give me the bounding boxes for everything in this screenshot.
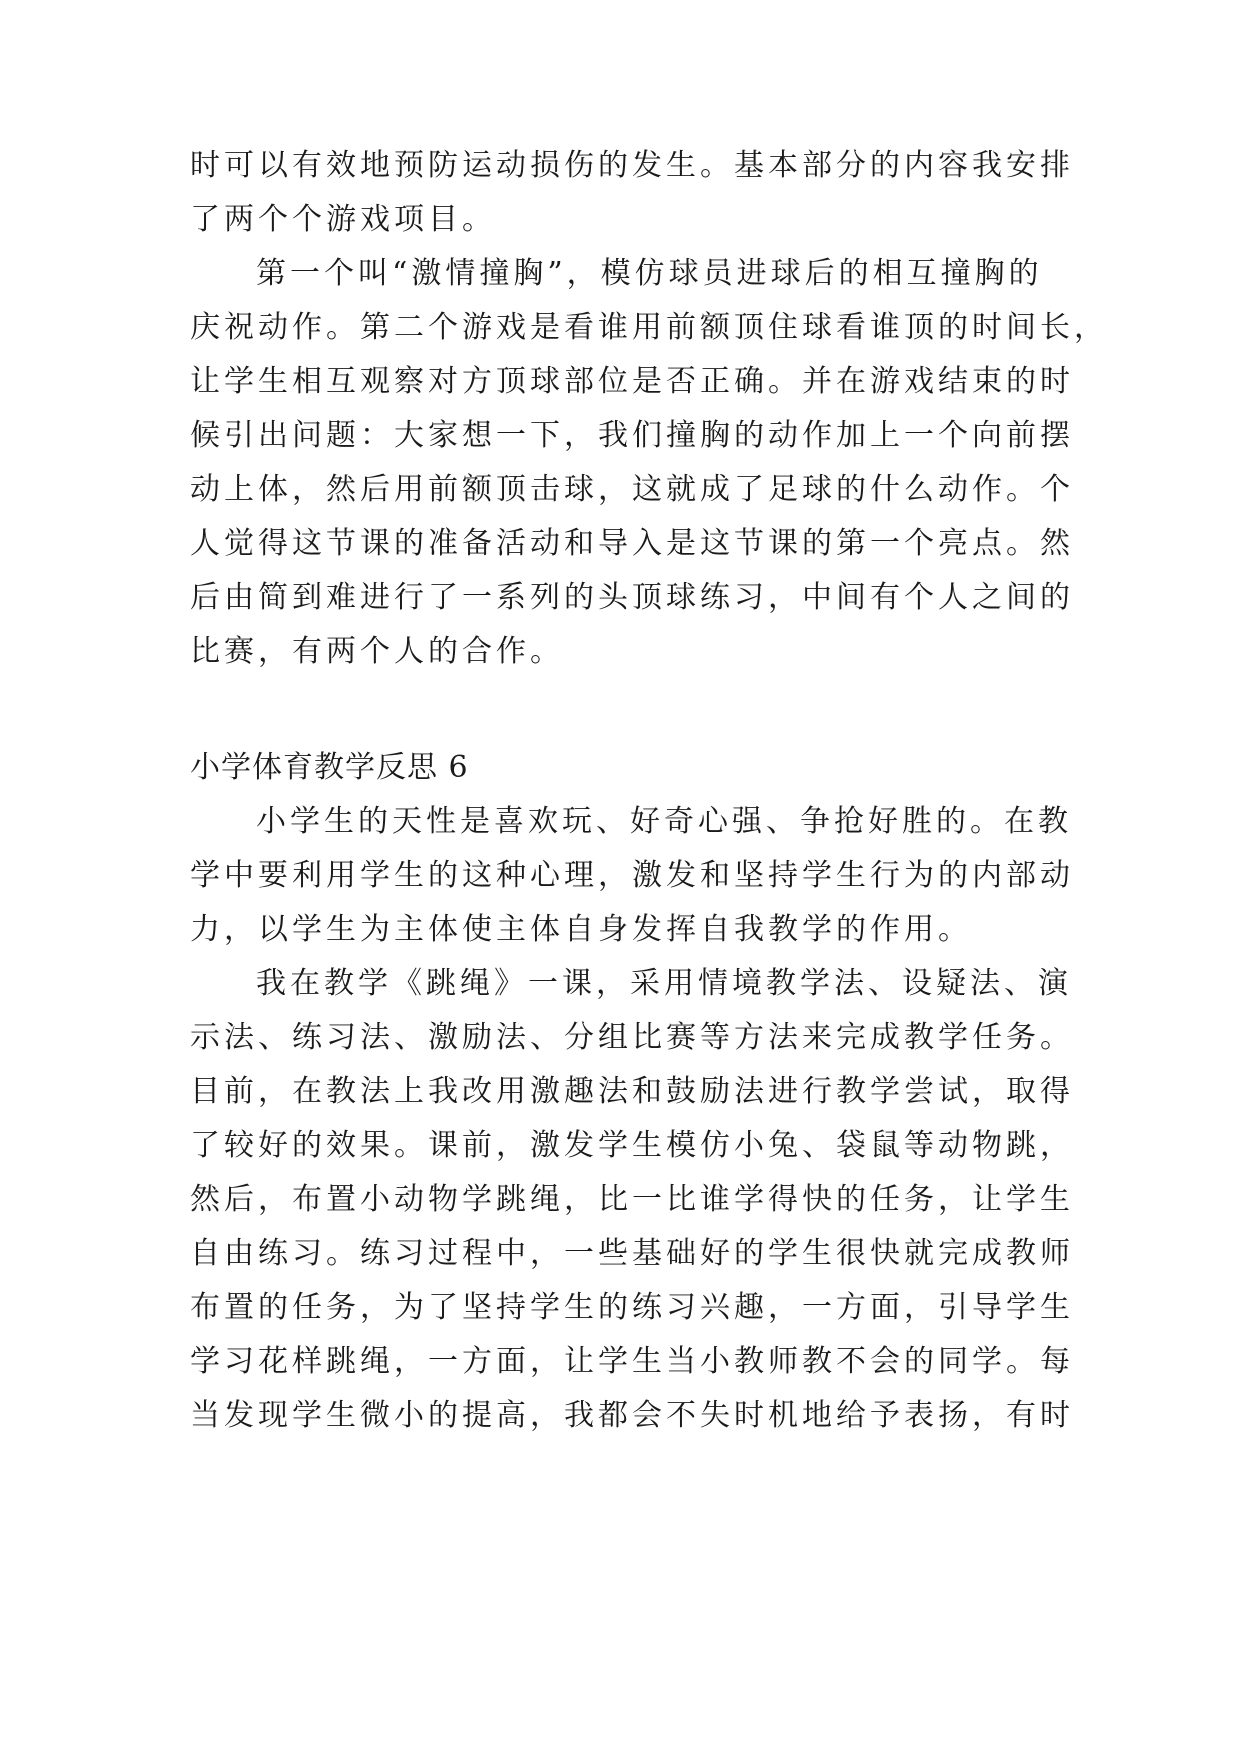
text-line: 第一个叫“激情撞胸”，模仿球员进球后的相互撞胸的 — [256, 256, 1043, 291]
text-line: 自由练习。练习过程中，一些基础好的学生很快就完成教师 — [190, 1236, 1074, 1271]
text-line: 布置的任务，为了坚持学生的练习兴趣，一方面，引导学生 — [190, 1290, 1074, 1325]
text-line: 我在教学《跳绳》一课，采用情境教学法、设疑法、演 — [256, 966, 1072, 1001]
text-line: 示法、练习法、激励法、分组比赛等方法来完成教学任务。 — [190, 1020, 1074, 1055]
text-line: 了较好的效果。课前，激发学生模仿小兔、袋鼠等动物跳， — [190, 1128, 1074, 1163]
text-line: 学习花样跳绳，一方面，让学生当小教师教不会的同学。每 — [190, 1344, 1074, 1379]
text-line: 学中要利用学生的这种心理，激发和坚持学生行为的内部动 — [190, 858, 1074, 893]
text-line: 庆祝动作。第二个游戏是看谁用前额顶住球看谁顶的时间长， — [190, 310, 1108, 345]
text-line: 后由简到难进行了一系列的头顶球练习，中间有个人之间的 — [190, 580, 1074, 615]
section-heading: 小学体育教学反思 6 — [190, 750, 469, 785]
text-line: 人觉得这节课的准备活动和导入是这节课的第一个亮点。然 — [190, 526, 1074, 561]
text-line: 小学生的天性是喜欢玩、好奇心强、争抢好胜的。在教 — [256, 804, 1072, 839]
text-line: 力，以学生为主体使主体自身发挥自我教学的作用。 — [190, 912, 972, 947]
text-line: 让学生相互观察对方顶球部位是否正确。并在游戏结束的时 — [190, 364, 1074, 399]
text-line: 然后，布置小动物学跳绳，比一比谁学得快的任务，让学生 — [190, 1182, 1074, 1217]
text-line: 了两个个游戏项目。 — [190, 202, 496, 237]
text-line: 候引出问题：大家想一下，我们撞胸的动作加上一个向前摆 — [190, 418, 1074, 453]
text-line: 动上体，然后用前额顶击球，这就成了足球的什么动作。个 — [190, 472, 1074, 507]
text-line: 当发现学生微小的提高，我都会不失时机地给予表扬，有时 — [190, 1398, 1074, 1433]
text-line: 目前，在教法上我改用激趣法和鼓励法进行教学尝试，取得 — [190, 1074, 1074, 1109]
text-line: 时可以有效地预防运动损伤的发生。基本部分的内容我安排 — [190, 148, 1074, 183]
text-line: 比赛，有两个人的合作。 — [190, 634, 564, 669]
